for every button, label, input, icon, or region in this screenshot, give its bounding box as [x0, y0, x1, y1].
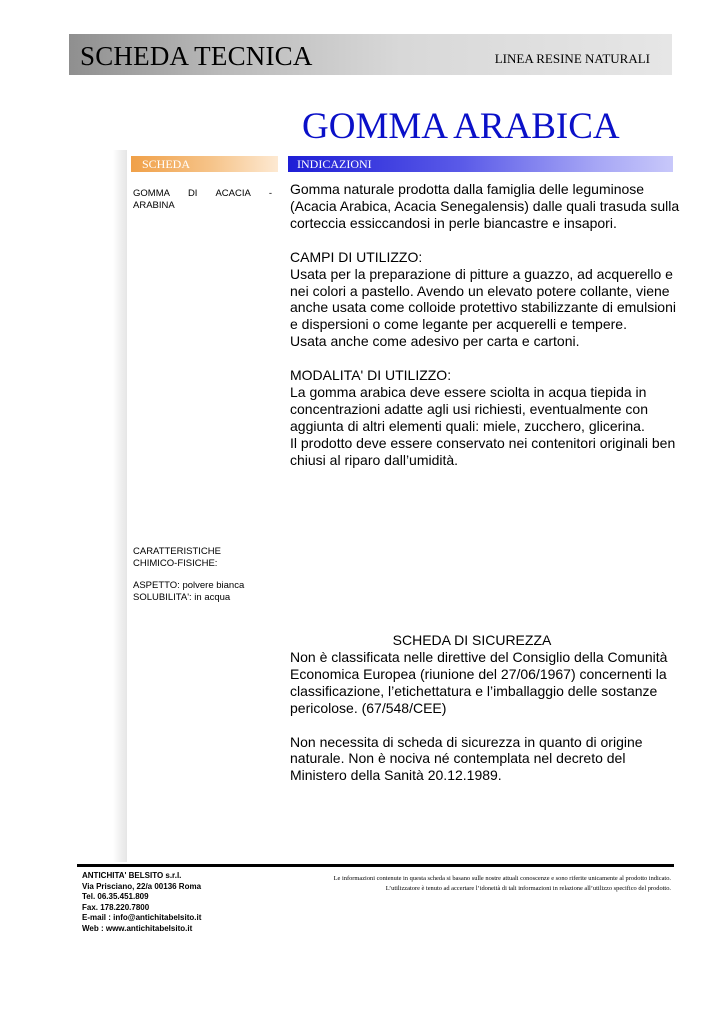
safety-section: [290, 632, 680, 784]
left-shadow-strip: [113, 150, 127, 862]
modalita-heading: MODALITA' DI UTILIZZO:: [290, 367, 452, 384]
disclaimer-line-1: Le informazioni contenute in questa scheda si basano sulle nostre attuali conoscenze e sono riferite unicamente al prodotto indicato.: [333, 875, 671, 882]
property-solubilita: SOLUBILITA': in acqua: [133, 591, 231, 603]
section-label-indicazioni: INDICAZIONI: [288, 156, 673, 172]
company-name: ANTICHITA' BELSITO s.r.l.: [82, 871, 182, 880]
campi-heading: CAMPI DI UTILIZZO:: [290, 248, 423, 265]
header-bar: [69, 34, 672, 75]
property-aspetto: ASPETTO: polvere bianca: [133, 580, 245, 591]
properties-heading-line-2: CHIMICO-FISICHE:: [133, 557, 218, 569]
company-web: Web : www.antichitabelsito.it: [82, 923, 193, 933]
company-email: E-mail : info@antichitabelsito.it: [82, 913, 202, 922]
modalita-paragraph-2: Il prodotto deve essere conservato nei contenitori originali ben chiusi al riparo dall’umidità.: [290, 434, 676, 468]
section-label-scheda: SCHEDA: [131, 156, 278, 172]
safety-paragraph-1: Non è classificata nelle direttive del Consiglio della Comunità Economica Europea (riunione del 27/06/1967) concernenti la classificazione, l’etichettatura e l’imballaggio delle sostanze pericolose. (67/548/CEE): [290, 648, 668, 716]
campi-paragraph: Usata per la preparazione di pitture a guazzo, ad acquerello e nei colori a pastello. Avendo un elevato potere collante, viene anche usata come colloide protettivo stabilizzante di emulsioni e dispersioni o come legante per acquerelli e tempere.: [290, 265, 676, 333]
campi-paragraph-2: Usata anche come adesivo per carta e cartoni.: [290, 333, 580, 350]
footer-divider: [77, 864, 674, 867]
product-title: GOMMA ARABICA: [302, 106, 620, 147]
indications-body: [290, 181, 680, 469]
company-tel: Tel. 06.35.451.809: [82, 892, 149, 901]
company-info: [82, 871, 201, 934]
company-address: Via Prisciano, 22/a 00136 Roma: [82, 881, 202, 891]
product-chemical-name: GOMMA DI ACACIA - ARABINA: [133, 188, 272, 211]
properties-heading-line-1: CARATTERISTICHE: [133, 546, 221, 557]
modalita-paragraph: La gomma arabica deve essere sciolta in acqua tiepida in concentrazioni adatte agli usi richiesti, eventualmente con aggiunta di altri elementi quali: miele, zucchero, glicerina.: [290, 384, 648, 434]
product-line: LINEA RESINE NATURALI: [494, 51, 650, 66]
safety-paragraph-2: Non necessita di scheda di sicurezza in quanto di origine naturale. Non è nociva né contemplata nel decreto del Ministero della Sanità 20.12.1989.: [290, 733, 643, 784]
company-fax: Fax. 178.220.7800: [82, 902, 150, 912]
intro-paragraph: Gomma naturale prodotta dalla famiglia delle leguminose (Acacia Arabica, Acacia Senegalensis) dalle quali trasuda sulla corteccia essiccandosi in perle biancastre e insapori.: [290, 181, 680, 231]
disclaimer: [334, 874, 671, 893]
disclaimer-line-2: L’utilizzatore è tenuto ad accertare l’idoneità di tali informazioni in relazione all’utilizzo specifico del prodotto.: [385, 884, 671, 892]
safety-heading: SCHEDA DI SICUREZZA: [392, 632, 552, 648]
document-title: SCHEDA TECNICA: [80, 41, 313, 71]
physical-properties: [133, 546, 283, 603]
